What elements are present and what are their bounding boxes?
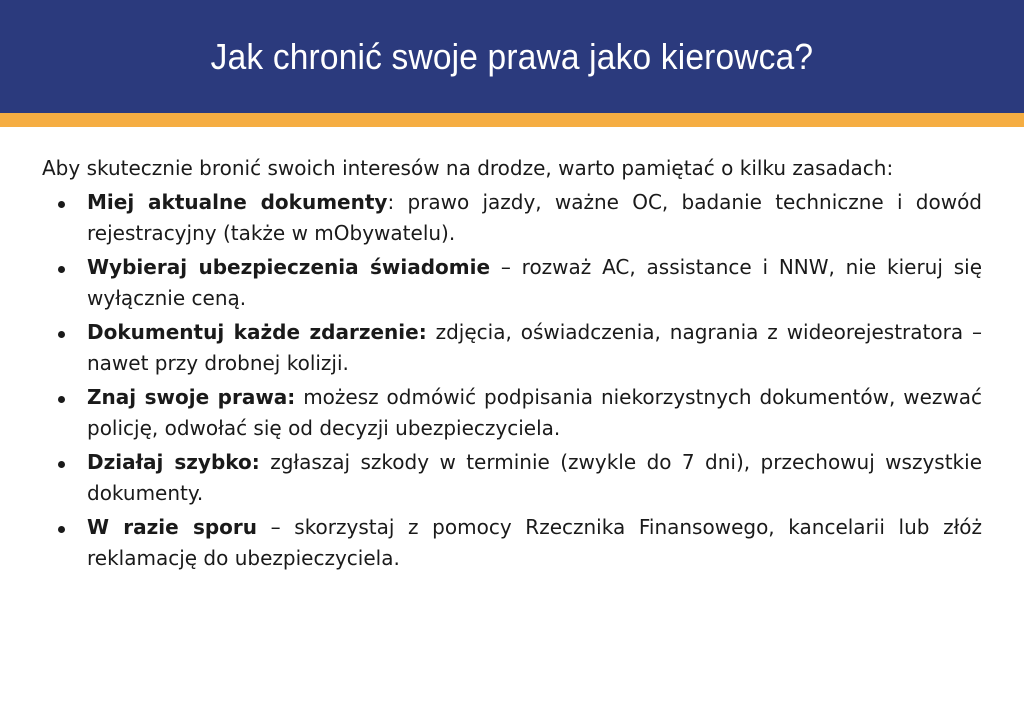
list-item — [42, 512, 982, 574]
rule-text: – skorzystaj z pomocy Rzecznika Finansowego, kancelarii lub złóż reklamację do ubezpieczyciela. — [87, 515, 982, 570]
main-content — [42, 153, 982, 574]
page-title: Jak chronić swoje prawa jako kierowca? — [210, 35, 814, 77]
bullet-icon — [58, 201, 65, 208]
rule-title: Znaj swoje prawa: — [87, 385, 296, 409]
list-item — [42, 317, 982, 379]
list-item — [42, 252, 982, 314]
list-item — [42, 447, 982, 509]
bullet-icon — [58, 266, 65, 273]
rule-title: Miej aktualne dokumenty — [87, 190, 388, 214]
rule-text: – rozważ AC, assistance i NNW, nie kieruj się wyłącznie ceną. — [87, 255, 982, 310]
bullet-icon — [58, 461, 65, 468]
rule-text: zdjęcia, oświadczenia, nagrania z wideorejestratora – nawet przy drobnej kolizji. — [87, 320, 982, 375]
rule-title: Działaj szybko: — [87, 450, 260, 474]
bullet-icon — [58, 331, 65, 338]
rule-title: Wybieraj ubezpieczenia świadomie — [87, 255, 491, 279]
rule-title: Dokumentuj każde zdarzenie: — [87, 320, 427, 344]
list-item — [42, 382, 982, 444]
rule-title: W razie sporu — [87, 515, 258, 539]
intro-paragraph: Aby skutecznie bronić swoich interesów na drodze, warto pamiętać o kilku zasadach: — [42, 156, 894, 180]
bullet-icon — [58, 396, 65, 403]
rule-text: zgłaszaj szkody w terminie (zwykle do 7 dni), przechowuj wszystkie dokumenty. — [87, 450, 982, 505]
header-banner — [0, 0, 1024, 113]
rule-text: : prawo jazdy, ważne OC, badanie techniczne i dowód rejestracyjny (także w mObywatelu). — [87, 190, 982, 245]
list-item — [42, 187, 982, 249]
accent-bar — [0, 113, 1024, 127]
bullet-icon — [58, 526, 65, 533]
rule-text: możesz odmówić podpisania niekorzystnych dokumentów, wezwać policję, odwołać się od decyzji ubezpieczyciela. — [87, 385, 982, 440]
rules-list — [42, 187, 982, 574]
